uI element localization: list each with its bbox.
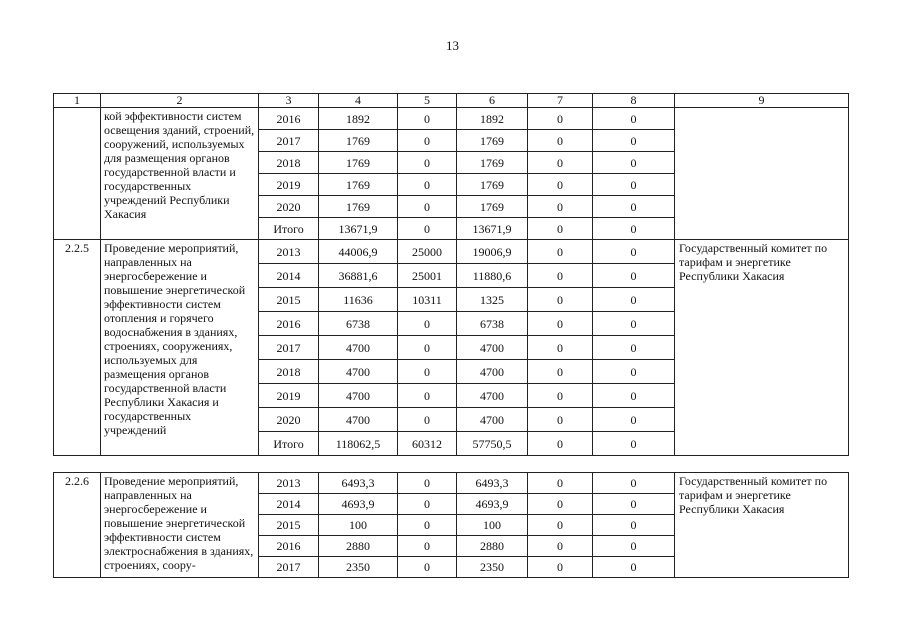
measure-code: 2.2.5 xyxy=(54,240,101,456)
col-header: 7 xyxy=(528,94,593,108)
value-cell: 4700 xyxy=(319,336,398,360)
measure-code: 2.2.6 xyxy=(54,473,101,578)
value-cell: 0 xyxy=(398,196,457,218)
value-cell: 25001 xyxy=(398,264,457,288)
value-cell: 0 xyxy=(398,174,457,196)
value-cell: 36881,6 xyxy=(319,264,398,288)
value-cell: 0 xyxy=(593,432,675,456)
col-header: 8 xyxy=(593,94,675,108)
value-cell: 0 xyxy=(398,384,457,408)
value-cell: 1892 xyxy=(457,108,528,130)
value-cell: 118062,5 xyxy=(319,432,398,456)
value-cell: 11880,6 xyxy=(457,264,528,288)
value-cell: 0 xyxy=(593,408,675,432)
value-cell: 60312 xyxy=(398,432,457,456)
year-cell: 2019 xyxy=(259,174,319,196)
year-cell: 2015 xyxy=(259,515,319,536)
year-cell: 2019 xyxy=(259,384,319,408)
value-cell: 0 xyxy=(528,174,593,196)
value-cell: 1769 xyxy=(457,152,528,174)
value-cell: 6493,3 xyxy=(457,473,528,494)
value-cell: 0 xyxy=(398,360,457,384)
page-number: 13 xyxy=(446,38,459,53)
value-cell: 4700 xyxy=(457,360,528,384)
col-header: 9 xyxy=(675,94,849,108)
measure-description: Проведение мероприятий, направленных на энергосбережение и повышение энергетической эффективности систем отопления и горячего водоснабжения в зданиях, строениях, сооружениях, используемых для размещения органов государственной власти Республики Хакасия и государственных учреждений xyxy=(101,240,259,456)
value-cell: 4700 xyxy=(457,408,528,432)
measure-code xyxy=(54,108,101,240)
value-cell: 0 xyxy=(593,515,675,536)
value-cell: 0 xyxy=(528,264,593,288)
block-1 xyxy=(54,108,849,240)
value-cell: 4700 xyxy=(457,384,528,408)
value-cell: 0 xyxy=(528,240,593,264)
value-cell: 0 xyxy=(398,152,457,174)
year-cell: 2016 xyxy=(259,312,319,336)
value-cell: 0 xyxy=(528,557,593,578)
value-cell: 0 xyxy=(398,515,457,536)
col-header: 3 xyxy=(259,94,319,108)
year-cell: 2016 xyxy=(259,108,319,130)
value-cell: 0 xyxy=(398,336,457,360)
measure-description: Проведение мероприятий, направленных на энергосбережение и повышение энергетической эффективности систем электроснабжения в зданиях, строениях, соору- xyxy=(101,473,259,578)
value-cell: 4700 xyxy=(457,336,528,360)
value-cell: 6738 xyxy=(319,312,398,336)
value-cell: 10311 xyxy=(398,288,457,312)
responsible-executor xyxy=(675,108,849,240)
value-cell: 0 xyxy=(398,557,457,578)
value-cell: 0 xyxy=(528,515,593,536)
year-cell: 2013 xyxy=(259,473,319,494)
year-cell: 2020 xyxy=(259,196,319,218)
value-cell: 4700 xyxy=(319,408,398,432)
year-cell: 2013 xyxy=(259,240,319,264)
value-cell: 1769 xyxy=(319,152,398,174)
value-cell: 0 xyxy=(593,384,675,408)
year-cell: Итого xyxy=(259,218,319,240)
year-cell: 2014 xyxy=(259,264,319,288)
value-cell: 1769 xyxy=(457,130,528,152)
year-cell: 2020 xyxy=(259,408,319,432)
value-cell: 2880 xyxy=(319,536,398,557)
value-cell: 4693,9 xyxy=(457,494,528,515)
table-row xyxy=(54,108,849,130)
value-cell: 0 xyxy=(593,240,675,264)
year-cell: 2015 xyxy=(259,288,319,312)
value-cell: 0 xyxy=(593,264,675,288)
value-cell: 2350 xyxy=(319,557,398,578)
value-cell: 13671,9 xyxy=(457,218,528,240)
value-cell: 0 xyxy=(593,174,675,196)
block-separator xyxy=(54,456,849,473)
value-cell: 0 xyxy=(398,494,457,515)
value-cell: 4700 xyxy=(319,360,398,384)
value-cell: 0 xyxy=(528,336,593,360)
value-cell: 0 xyxy=(398,218,457,240)
value-cell: 0 xyxy=(528,473,593,494)
value-cell: 0 xyxy=(528,432,593,456)
year-cell: 2017 xyxy=(259,557,319,578)
value-cell: 0 xyxy=(528,288,593,312)
value-cell: 1769 xyxy=(319,174,398,196)
block-2 xyxy=(54,240,849,456)
value-cell: 100 xyxy=(319,515,398,536)
value-cell: 0 xyxy=(593,196,675,218)
value-cell: 0 xyxy=(593,130,675,152)
year-cell: 2014 xyxy=(259,494,319,515)
value-cell: 1769 xyxy=(457,174,528,196)
value-cell: 0 xyxy=(398,312,457,336)
value-cell: 0 xyxy=(593,557,675,578)
value-cell: 0 xyxy=(398,130,457,152)
value-cell: 1769 xyxy=(319,130,398,152)
value-cell: 0 xyxy=(398,536,457,557)
value-cell: 6493,3 xyxy=(319,473,398,494)
value-cell: 0 xyxy=(593,360,675,384)
value-cell: 0 xyxy=(593,218,675,240)
responsible-executor: Государственный комитет по тарифам и энергетике Республики Хакасия xyxy=(675,473,849,578)
value-cell: 0 xyxy=(398,108,457,130)
responsible-executor: Государственный комитет по тарифам и энергетике Республики Хакасия xyxy=(675,240,849,456)
col-header: 4 xyxy=(319,94,398,108)
value-cell: 2880 xyxy=(457,536,528,557)
value-cell: 0 xyxy=(528,494,593,515)
value-cell: 4700 xyxy=(319,384,398,408)
value-cell: 0 xyxy=(528,536,593,557)
block-3 xyxy=(54,473,849,578)
value-cell: 0 xyxy=(528,360,593,384)
value-cell: 0 xyxy=(528,408,593,432)
table-row xyxy=(54,240,849,264)
value-cell: 44006,9 xyxy=(319,240,398,264)
year-cell: 2017 xyxy=(259,336,319,360)
table-row xyxy=(54,473,849,494)
value-cell: 0 xyxy=(593,312,675,336)
value-cell: 0 xyxy=(528,218,593,240)
year-cell: 2018 xyxy=(259,152,319,174)
value-cell: 0 xyxy=(593,473,675,494)
value-cell: 1325 xyxy=(457,288,528,312)
value-cell: 0 xyxy=(528,384,593,408)
value-cell: 0 xyxy=(528,152,593,174)
col-header: 2 xyxy=(101,94,259,108)
value-cell: 0 xyxy=(528,130,593,152)
value-cell: 0 xyxy=(593,336,675,360)
year-cell: 2017 xyxy=(259,130,319,152)
value-cell: 25000 xyxy=(398,240,457,264)
value-cell: 0 xyxy=(593,494,675,515)
value-cell: 0 xyxy=(593,108,675,130)
value-cell: 0 xyxy=(593,152,675,174)
header-row xyxy=(54,94,849,108)
program-table xyxy=(53,93,849,578)
value-cell: 1892 xyxy=(319,108,398,130)
value-cell: 13671,9 xyxy=(319,218,398,240)
col-header: 5 xyxy=(398,94,457,108)
value-cell: 57750,5 xyxy=(457,432,528,456)
value-cell: 0 xyxy=(398,473,457,494)
col-header: 1 xyxy=(54,94,101,108)
year-cell: 2018 xyxy=(259,360,319,384)
value-cell: 11636 xyxy=(319,288,398,312)
value-cell: 2350 xyxy=(457,557,528,578)
year-cell: Итого xyxy=(259,432,319,456)
value-cell: 0 xyxy=(593,536,675,557)
year-cell: 2016 xyxy=(259,536,319,557)
value-cell: 4693,9 xyxy=(319,494,398,515)
measure-description: кой эффективности систем освещения зданий, строений, сооружений, используемых для размещения органов государственной власти и государственных учреждений Республики Хакасия xyxy=(101,108,259,240)
value-cell: 0 xyxy=(398,408,457,432)
value-cell: 0 xyxy=(593,288,675,312)
value-cell: 1769 xyxy=(319,196,398,218)
col-header: 6 xyxy=(457,94,528,108)
value-cell: 0 xyxy=(528,312,593,336)
value-cell: 100 xyxy=(457,515,528,536)
value-cell: 0 xyxy=(528,196,593,218)
value-cell: 1769 xyxy=(457,196,528,218)
value-cell: 6738 xyxy=(457,312,528,336)
value-cell: 19006,9 xyxy=(457,240,528,264)
value-cell: 0 xyxy=(528,108,593,130)
